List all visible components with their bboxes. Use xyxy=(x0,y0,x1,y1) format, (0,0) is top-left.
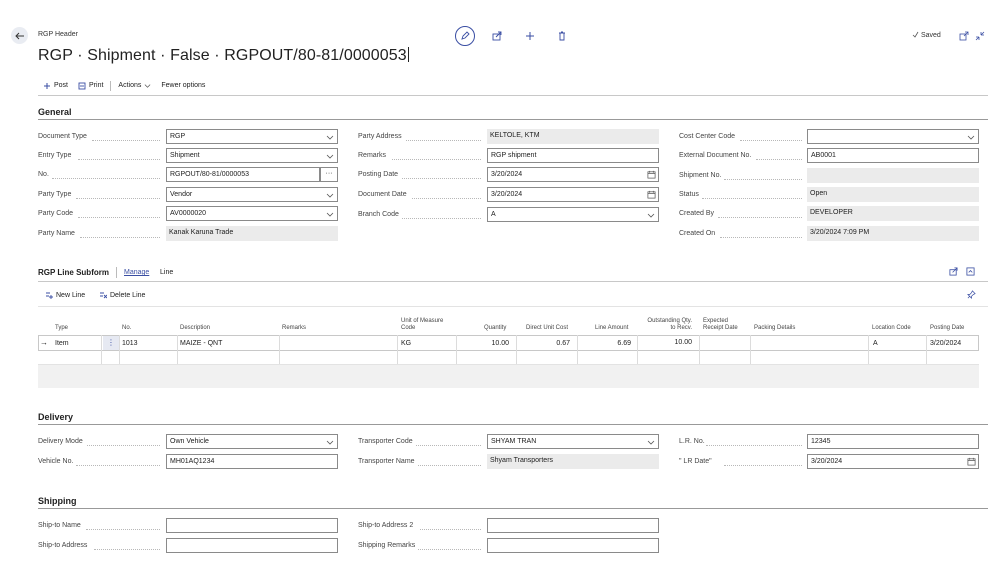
leader-dots xyxy=(706,445,802,446)
actions-label: Actions xyxy=(118,82,142,89)
document-type-select[interactable] xyxy=(166,129,338,144)
leader-dots xyxy=(402,178,481,179)
shipping-divider xyxy=(38,508,988,509)
chevron-down-icon xyxy=(647,211,655,219)
leader-dots xyxy=(76,465,160,466)
leader-dots xyxy=(724,179,802,180)
col-outstanding[interactable] xyxy=(640,318,692,332)
party-name-label: Party Name xyxy=(38,230,75,237)
lr-no-value: 12345 xyxy=(811,438,831,445)
back-button[interactable] xyxy=(11,27,28,44)
cell-direct-unit-cost[interactable]: 0.67 xyxy=(556,340,570,347)
row-menu-button[interactable]: ⋮ xyxy=(103,336,119,350)
entry-type-label: Entry Type xyxy=(38,152,72,159)
edit-button[interactable] xyxy=(455,26,475,46)
leader-dots xyxy=(412,198,481,199)
divider xyxy=(116,267,117,278)
leader-dots xyxy=(80,237,160,238)
col-packing[interactable]: Packing Details xyxy=(754,325,796,331)
branch-code-label: Branch Code xyxy=(358,211,399,218)
delete-icon xyxy=(557,31,567,41)
general-section-title: General xyxy=(38,107,72,117)
new-line-icon xyxy=(45,291,53,299)
branch-code-select[interactable] xyxy=(487,207,659,222)
chevron-down-icon xyxy=(326,438,334,446)
chevron-down-icon xyxy=(144,82,151,89)
remarks-label: Remarks xyxy=(358,152,387,159)
col-direct-unit-cost[interactable]: Direct Unit Cost xyxy=(526,325,569,331)
delivery-mode-label: Delivery Mode xyxy=(38,438,83,445)
party-type-label: Party Type xyxy=(38,191,72,198)
row-selected-arrow-icon: → xyxy=(40,338,48,347)
cell-description[interactable]: MAIZE - QNT xyxy=(180,340,223,347)
external-doc-field[interactable] xyxy=(807,148,979,163)
leader-dots xyxy=(94,549,160,550)
created-on-field: 3/20/2024 7:09 PM xyxy=(807,226,979,241)
transporter-code-value: SHYAM TRAN xyxy=(491,438,537,445)
delivery-divider xyxy=(38,424,988,425)
col-type[interactable]: Type xyxy=(55,325,69,331)
share-icon xyxy=(492,31,502,41)
print-icon xyxy=(78,82,86,90)
chevron-down-icon xyxy=(326,152,334,160)
ship-to-address-label: Ship-to Address xyxy=(38,542,88,549)
cost-center-label: Cost Center Code xyxy=(679,133,736,140)
cost-center-select[interactable] xyxy=(807,129,979,144)
delete-line-icon xyxy=(99,291,107,299)
vehicle-no-value: MH01AQ1234 xyxy=(170,458,215,465)
branch-code-value: A xyxy=(491,211,496,218)
document-type-label: Document Type xyxy=(38,133,87,140)
leader-dots xyxy=(406,140,481,141)
document-date-label: Document Date xyxy=(358,191,407,198)
col-line-amount[interactable]: Line Amount xyxy=(595,325,629,331)
cell-posting-date[interactable]: 3/20/2024 xyxy=(930,340,962,347)
no-label: No. xyxy=(38,171,49,178)
share-button[interactable] xyxy=(487,27,507,45)
post-button[interactable] xyxy=(38,82,73,90)
posting-date-label: Posting Date xyxy=(358,171,399,178)
col-outstanding-line1: Outstanding Qty. xyxy=(647,318,692,324)
lr-date-value: 3/20/2024 xyxy=(811,458,843,465)
col-no[interactable]: No. xyxy=(122,325,132,331)
collapse-button[interactable] xyxy=(970,27,990,45)
col-uom-line1: Unit of Measure xyxy=(401,318,444,324)
tab-line[interactable]: Line xyxy=(160,269,174,276)
page-title-text: RGP · Shipment · False · RGPOUT/80-81/0000053 xyxy=(38,47,407,64)
no-field[interactable] xyxy=(166,167,320,182)
col-uom-line2: Code xyxy=(401,325,416,331)
ship-to-address2-label: Ship-to Address 2 xyxy=(358,522,414,529)
transporter-code-select[interactable] xyxy=(487,434,659,449)
action-bar-divider xyxy=(38,95,988,96)
col-posting-date[interactable]: Posting Date xyxy=(930,325,965,331)
ship-to-name-field[interactable] xyxy=(166,518,338,533)
fewer-options-button[interactable] xyxy=(156,82,210,89)
divider xyxy=(110,81,111,91)
edit-icon xyxy=(460,31,470,41)
created-by-field: DEVELOPER xyxy=(807,206,979,221)
leader-dots xyxy=(392,159,481,160)
col-outstanding-line2: to Recv. xyxy=(670,325,692,331)
remarks-field[interactable] xyxy=(487,148,659,163)
leader-dots xyxy=(76,198,160,199)
delete-line-label: Delete Line xyxy=(110,291,146,299)
new-line-button[interactable] xyxy=(45,291,85,299)
leader-dots xyxy=(78,217,160,218)
document-date-field[interactable] xyxy=(487,187,659,202)
vehicle-no-label: Vehicle No. xyxy=(38,458,74,465)
lines-subform-title: RGP Line Subform xyxy=(38,268,109,277)
leader-dots xyxy=(718,217,802,218)
col-quantity[interactable]: Quantity xyxy=(484,325,507,331)
text-cursor xyxy=(408,47,409,62)
general-divider xyxy=(38,119,988,120)
delete-line-button[interactable] xyxy=(99,291,145,299)
expand-lines-button[interactable] xyxy=(966,267,975,278)
document-date-value: 3/20/2024 xyxy=(491,191,523,198)
divider xyxy=(38,306,988,307)
share-icon xyxy=(949,267,958,276)
new-line-label: New Line xyxy=(56,291,86,299)
col-expected-line2: Receipt Date xyxy=(703,325,738,331)
col-location[interactable]: Location Code xyxy=(872,325,911,331)
delivery-section-title: Delivery xyxy=(38,412,74,422)
party-address-field: KELTOLE, KTM xyxy=(487,129,659,144)
col-expected[interactable] xyxy=(703,318,738,332)
post-icon xyxy=(43,82,51,90)
ship-to-name-label: Ship-to Name xyxy=(38,522,81,529)
ship-to-address-field[interactable] xyxy=(166,538,338,553)
print-label: Print xyxy=(89,82,104,89)
leader-dots xyxy=(756,159,802,160)
leader-dots xyxy=(420,529,481,530)
leader-dots xyxy=(86,529,160,530)
calendar-icon[interactable] xyxy=(967,457,976,466)
shipment-no-label: Shipment No. xyxy=(679,172,722,179)
posting-date-value: 3/20/2024 xyxy=(491,171,523,178)
delivery-mode-select[interactable] xyxy=(166,434,338,449)
col-description[interactable]: Description xyxy=(180,325,211,331)
page-title xyxy=(38,47,409,65)
party-type-value: Vendor xyxy=(170,191,193,198)
party-code-select[interactable] xyxy=(166,206,338,221)
leader-dots xyxy=(740,140,802,141)
cell-uom[interactable]: KG xyxy=(401,340,412,347)
calendar-icon[interactable] xyxy=(647,170,656,179)
cell-line-amount[interactable]: 6.69 xyxy=(617,340,631,347)
external-doc-value: AB0001 xyxy=(811,152,836,159)
fewer-options-label: Fewer options xyxy=(161,82,206,89)
shipping-section-title: Shipping xyxy=(38,496,77,506)
lr-date-label: " LR Date" xyxy=(679,458,712,465)
status-field: Open xyxy=(807,187,979,202)
leader-dots xyxy=(92,140,160,141)
chevron-down-icon xyxy=(647,438,655,446)
party-address-label: Party Address xyxy=(358,133,402,140)
add-icon xyxy=(525,31,535,41)
leader-dots xyxy=(418,549,481,550)
tab-manage[interactable]: Manage xyxy=(124,269,150,276)
actions-menu[interactable] xyxy=(113,82,156,89)
posting-date-field[interactable] xyxy=(487,167,659,182)
leader-dots xyxy=(418,465,481,466)
lr-no-field[interactable] xyxy=(807,434,979,449)
chevron-down-icon xyxy=(326,210,334,218)
entry-type-value: Shipment xyxy=(170,152,200,159)
party-code-value: AV0000020 xyxy=(170,210,207,217)
col-uom[interactable] xyxy=(401,318,443,332)
chevron-down-icon xyxy=(967,133,975,141)
no-lookup-button[interactable] xyxy=(320,167,338,182)
share-lines-button[interactable] xyxy=(949,267,958,278)
pin-icon xyxy=(967,290,976,299)
transporter-code-label: Transporter Code xyxy=(358,438,413,445)
page-caption: RGP Header xyxy=(38,31,78,38)
action-bar xyxy=(38,79,210,92)
leader-dots xyxy=(87,445,160,446)
open-new-window-icon xyxy=(966,267,975,276)
shipping-remarks-field[interactable] xyxy=(487,538,659,553)
document-type-value: RGP xyxy=(170,133,186,140)
back-arrow-icon xyxy=(15,31,25,41)
chevron-down-icon xyxy=(326,133,334,141)
entry-type-select[interactable] xyxy=(166,148,338,163)
lr-date-field[interactable] xyxy=(807,454,979,469)
print-button[interactable] xyxy=(73,82,108,90)
saved-label: Saved xyxy=(920,32,941,39)
cell-outstanding[interactable]: 10.00 xyxy=(674,339,692,346)
table-footer-area xyxy=(38,365,979,388)
table-empty-row[interactable] xyxy=(38,351,979,365)
leader-dots xyxy=(402,218,481,219)
collapse-icon xyxy=(975,31,985,41)
ship-to-address2-field[interactable] xyxy=(487,518,659,533)
ellipsis-icon: ··· xyxy=(325,170,333,177)
cell-type[interactable]: Item xyxy=(55,340,69,347)
delete-button[interactable] xyxy=(552,27,572,45)
shipment-no-field xyxy=(807,168,979,183)
checkmark-icon xyxy=(912,31,919,38)
post-label: Post xyxy=(54,82,69,89)
delivery-mode-value: Own Vehicle xyxy=(170,438,209,445)
party-code-label: Party Code xyxy=(38,210,74,217)
party-name-field: Kanak Karuna Trade xyxy=(166,226,338,241)
cell-no[interactable]: 1013 xyxy=(122,340,138,347)
calendar-icon[interactable] xyxy=(647,190,656,199)
shipping-remarks-label: Shipping Remarks xyxy=(358,542,416,549)
cell-quantity[interactable]: 10.00 xyxy=(491,340,509,347)
col-expected-line1: Expected xyxy=(703,318,729,324)
transporter-name-field: Shyam Transporters xyxy=(487,454,659,469)
col-remarks[interactable]: Remarks xyxy=(282,325,307,331)
cell-location[interactable]: A xyxy=(873,340,878,347)
leader-dots xyxy=(78,159,160,160)
transporter-name-label: Transporter Name xyxy=(358,458,415,465)
chevron-down-icon xyxy=(326,191,334,199)
pin-button[interactable] xyxy=(967,290,976,301)
no-value: RGPOUT/80-81/0000053 xyxy=(170,171,249,178)
add-button[interactable] xyxy=(520,27,540,45)
vehicle-no-field[interactable] xyxy=(166,454,338,469)
open-new-window-icon xyxy=(959,31,969,41)
leader-dots xyxy=(702,198,802,199)
remarks-value: RGP shipment xyxy=(491,152,537,159)
party-type-select[interactable] xyxy=(166,187,338,202)
created-on-label: Created On xyxy=(679,230,716,237)
leader-dots xyxy=(52,178,160,179)
lr-no-label: L.R. No. xyxy=(679,438,705,445)
external-doc-label: External Document No. xyxy=(679,152,752,159)
saved-status xyxy=(912,31,941,39)
leader-dots xyxy=(720,237,802,238)
leader-dots xyxy=(724,465,802,466)
status-label: Status xyxy=(679,191,699,198)
lines-divider xyxy=(38,281,988,282)
leader-dots xyxy=(416,445,481,446)
created-by-label: Created By xyxy=(679,210,715,217)
